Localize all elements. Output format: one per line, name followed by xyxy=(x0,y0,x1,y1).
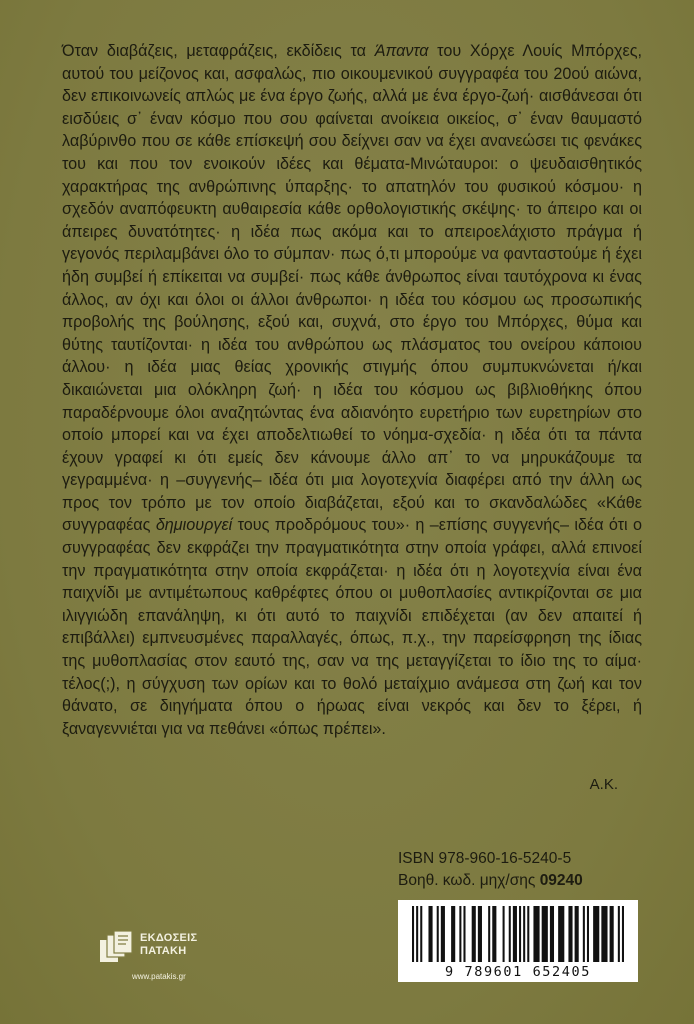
blurb-part-3: τους προδρόμους του»· η –επίσης συγγενής– ιδέα ότι ο συγγραφέας δεν εκφράζει την πραγματικότητα στην οποία γράφει, αλλά επινοεί την πραγματικότητα στην οποία εκφράζεται· η ιδέα ότι η λογοτεχνία είναι ένα παιχνίδι με αντιμέτωπους καθρέφτες όπου οι μυθοπλασίες αντικρίζονται σε μια ιλιγγιώδη επανάληψη, κι ότι αυτό το παιχνίδι επιδέχεται (αν δεν απαιτεί ή επιβάλλει) εμπνευσμένες παραλλαγές, όπως, π.χ., την παρείσφρηση της ίδιας της μυθοπλασίας στον εαυτό της, σαν να της μεταγγίζεται το ίδιο της το αίμα· τέλος(;), η σύγχυση των ορίων και το θολό μεταίχμιο ανάμεσα στη ζωή και τον θάνατο, σε διηγήματα όπου ο ήρωας είναι νεκρός και δεν το ξέρει, ή ξαναγεννιέται για να πεθάνει «όπως πρέπει». xyxy=(62,516,642,738)
barcode-bar xyxy=(527,906,529,962)
barcode-bar xyxy=(575,906,579,962)
blurb-word-italic: δημιουργεί xyxy=(155,516,233,535)
barcode-bar xyxy=(472,906,476,962)
blurb-title-italic: Άπαντα xyxy=(374,42,429,60)
barcode-bar xyxy=(533,906,539,962)
barcode-bar xyxy=(523,906,525,962)
barcode-bar xyxy=(488,906,490,962)
barcode-bar xyxy=(437,906,439,962)
isbn-block xyxy=(398,848,638,892)
aux-code-line xyxy=(398,870,638,892)
barcode-bar xyxy=(519,906,521,962)
barcode xyxy=(398,900,638,982)
barcode-bar xyxy=(451,906,455,962)
aux-code-value: 09240 xyxy=(539,872,583,889)
barcode-bar xyxy=(583,906,585,962)
barcode-bar xyxy=(558,906,564,962)
barcode-bar xyxy=(478,906,482,962)
barcode-bar xyxy=(441,906,445,962)
publisher-emblem-icon xyxy=(98,930,136,964)
barcode-bar xyxy=(622,906,624,962)
barcode-bar xyxy=(412,906,414,962)
barcode-bar xyxy=(618,906,620,962)
barcode-bar xyxy=(601,906,607,962)
barcode-bar xyxy=(503,906,505,962)
author-initials: Α.Κ. xyxy=(589,776,618,793)
blurb-part-2: του Χόρχε Λουίς Μπόρχες, αυτού του μείζονος και, ασφαλώς, πιο οικουμενικού συγγραφέα του 20ού αιώνα, δεν επικοινωνείς απλώς με ένα έργο ζωής, αλλά με ένα έργο-ζωή· αισθάνεσαι ότι εισδύεις σ᾽ έναν κόσμο που σου φαίνεται ανοίκεια οικείος, σ᾽ έναν θαυμαστό λαβύρινθο που σε κάθε επίσκεψή σου δείχνει σαν να έχει ανανεώσει τις φενάκες του και που τον ενοικούν ιδέες και θέματα-Μινώταυροι: ο ψευδαισθητικός χαρακτήρας της ανθρώπινης ύπαρξης· το απατηλόν του φυσικού κόσμου· η σχεδόν αναπόφευκτη αυθαιρεσία κάθε ορθολογιστικής σκέψης· το άπειρο και οι άπειρες δυνατότητες· η ιδέα πως ακόμα και το απειροελάχιστο πράγμα ή γεγονός περιλαμβάνει όλο το σύμπαν· πως ό,τι μπορούμε να φανταστούμε ή έχει ήδη συμβεί ή επίκειται να συμβεί· πως κάθε άνθρωπος είναι ταυτόχρονα κι ένας άλλος, αν όχι και όλοι οι άλλοι άνθρωποι· η ιδέα του κόσμου ως προσωπικής προβολής της βούλησης, εξού και, συχνά, στο έργο του Μπόρχες, θύμα και θύτης ταυτίζονται· η ιδέα του ανθρώπου ως πλάσματος του ονείρου κάποιου άλλου· η ιδέα μιας θείας χρονικής στιγμής όπου συμπυκνώνεται ή/και δικαιώνεται μια ολόκληρη ζωή· η ιδέα του κόσμου ως βιβλιοθήκης όπου παραδέρνουμε όλοι αναζητώντας ένα αδιανόητο ευρετήριο των ευρετηρίων στο οποίο μπορεί και να έχει αποδελτιωθεί το νόημα-σχεδία· η ιδέα ότι τα πάντα έχουν γραφεί κι ότι εμείς δεν κάνουμε άλλο απ᾽ το να μηρυκάζουμε τα γεγραμμένα· η –συγγενής– ιδέα ότι μια λογοτεχνία διαφέρει από την άλλη ως προς τον τρόπο με τον οποίο διαβάζεται, εξού και το σκανδαλώδες «Κάθε συγγραφέας xyxy=(62,42,642,535)
aux-code-label: Βοηθ. κωδ. μηχ/σης xyxy=(398,872,540,889)
barcode-bar xyxy=(420,906,422,962)
blurb-part-1: Όταν διαβάζεις, μεταφράζεις, εκδίδεις τα xyxy=(62,42,375,60)
barcode-bar xyxy=(428,906,432,962)
publisher-name-line1: ΕΚΔΟΣΕΙΣ xyxy=(140,932,198,944)
isbn-line: ISBN 978-960-16-5240-5 xyxy=(398,850,572,867)
barcode-bar xyxy=(587,906,589,962)
barcode-bar xyxy=(459,906,461,962)
barcode-bar xyxy=(542,906,548,962)
barcode-bar xyxy=(568,906,572,962)
barcode-bar xyxy=(416,906,418,962)
blurb-text xyxy=(62,40,642,740)
barcode-bar xyxy=(463,906,465,962)
publisher-logo xyxy=(98,922,208,1002)
barcode-bars xyxy=(412,906,624,962)
barcode-bar xyxy=(550,906,554,962)
barcode-bar xyxy=(492,906,496,962)
blurb-paragraph xyxy=(62,40,642,740)
publisher-name-line2: ΠΑΤΑΚΗ xyxy=(140,945,187,957)
barcode-bar xyxy=(593,906,599,962)
barcode-bar xyxy=(509,906,511,962)
barcode-bar xyxy=(513,906,517,962)
publisher-url: www.patakis.gr xyxy=(132,972,186,981)
barcode-bar xyxy=(610,906,614,962)
barcode-digits: 9 789601 652405 xyxy=(445,964,591,980)
